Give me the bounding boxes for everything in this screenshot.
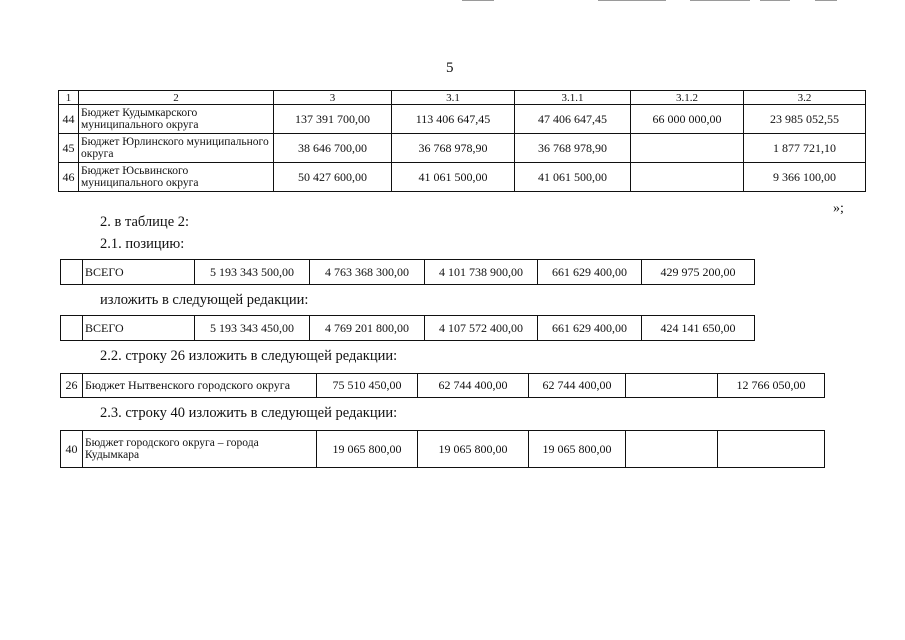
row-40-table [60, 430, 825, 468]
row-26-table [60, 373, 825, 398]
row-number: 44 [59, 105, 79, 134]
value-cell: 23 985 052,55 [744, 105, 866, 134]
budget-name: Бюджет городского округа – города Кудымкара [83, 431, 317, 468]
value-cell: 66 000 000,00 [631, 105, 744, 134]
value-cell: 424 141 650,00 [642, 316, 755, 341]
header-cell: 3.1.2 [631, 91, 744, 105]
value-cell [718, 431, 825, 468]
header-cell: 3.1.1 [515, 91, 631, 105]
budget-name: Бюджет Кудымкарского муниципального округа [79, 105, 274, 134]
value-cell: 137 391 700,00 [274, 105, 392, 134]
value-cell: 429 975 200,00 [642, 260, 755, 285]
value-cell: 50 427 600,00 [274, 163, 392, 192]
total-new-table [60, 315, 755, 341]
budget-name: Бюджет Юсьвинского муниципального округа [79, 163, 274, 192]
header-cell: 2 [79, 91, 274, 105]
table-row [59, 134, 866, 163]
value-cell: 62 744 400,00 [418, 374, 529, 398]
scan-edge-marks [0, 0, 905, 3]
value-cell: 4 107 572 400,00 [425, 316, 538, 341]
value-cell: 661 629 400,00 [538, 260, 642, 285]
subsection-2-1: 2.1. позицию: [100, 236, 185, 252]
value-cell: 4 763 368 300,00 [310, 260, 425, 285]
replace-instruction: изложить в следующей редакции: [100, 292, 309, 308]
row-number: 45 [59, 134, 79, 163]
total-old-table [60, 259, 755, 285]
table-row [61, 431, 825, 468]
value-cell: 12 766 050,00 [718, 374, 825, 398]
value-cell: 36 768 978,90 [392, 134, 515, 163]
table-row [61, 260, 755, 285]
row-number: 26 [61, 374, 83, 398]
header-cell: 3 [274, 91, 392, 105]
value-cell [631, 163, 744, 192]
closing-quote: »; [833, 201, 844, 216]
budget-name: Бюджет Юрлинского муниципального округа [79, 134, 274, 163]
value-cell: 75 510 450,00 [317, 374, 418, 398]
value-cell: 19 065 800,00 [529, 431, 626, 468]
value-cell: 36 768 978,90 [515, 134, 631, 163]
row-number: 40 [61, 431, 83, 468]
table-row [61, 316, 755, 341]
total-label: ВСЕГО [83, 316, 195, 341]
value-cell: 19 065 800,00 [418, 431, 529, 468]
value-cell: 19 065 800,00 [317, 431, 418, 468]
value-cell: 62 744 400,00 [529, 374, 626, 398]
table-row [59, 163, 866, 192]
row-number: 46 [59, 163, 79, 192]
value-cell: 4 101 738 900,00 [425, 260, 538, 285]
value-cell [626, 431, 718, 468]
total-label: ВСЕГО [83, 260, 195, 285]
value-cell [626, 374, 718, 398]
value-cell: 4 769 201 800,00 [310, 316, 425, 341]
value-cell: 41 061 500,00 [515, 163, 631, 192]
table-1 [58, 90, 866, 192]
value-cell: 5 193 343 450,00 [195, 316, 310, 341]
page-number: 5 [446, 60, 454, 76]
subsection-2-3: 2.3. строку 40 изложить в следующей редакции: [100, 405, 398, 421]
table-header-row [59, 91, 866, 105]
value-cell: 5 193 343 500,00 [195, 260, 310, 285]
value-cell: 38 646 700,00 [274, 134, 392, 163]
value-cell: 1 877 721,10 [744, 134, 866, 163]
row-number [61, 316, 83, 341]
table-row [59, 105, 866, 134]
header-cell: 1 [59, 91, 79, 105]
value-cell: 41 061 500,00 [392, 163, 515, 192]
header-cell: 3.2 [744, 91, 866, 105]
table-row [61, 374, 825, 398]
subsection-2-2: 2.2. строку 26 изложить в следующей редакции: [100, 348, 398, 364]
value-cell: 661 629 400,00 [538, 316, 642, 341]
header-cell: 3.1 [392, 91, 515, 105]
value-cell: 113 406 647,45 [392, 105, 515, 134]
section-2-heading: 2. в таблице 2: [100, 214, 190, 230]
row-number [61, 260, 83, 285]
value-cell: 47 406 647,45 [515, 105, 631, 134]
budget-name: Бюджет Нытвенского городского округа [83, 374, 317, 398]
value-cell: 9 366 100,00 [744, 163, 866, 192]
value-cell [631, 134, 744, 163]
